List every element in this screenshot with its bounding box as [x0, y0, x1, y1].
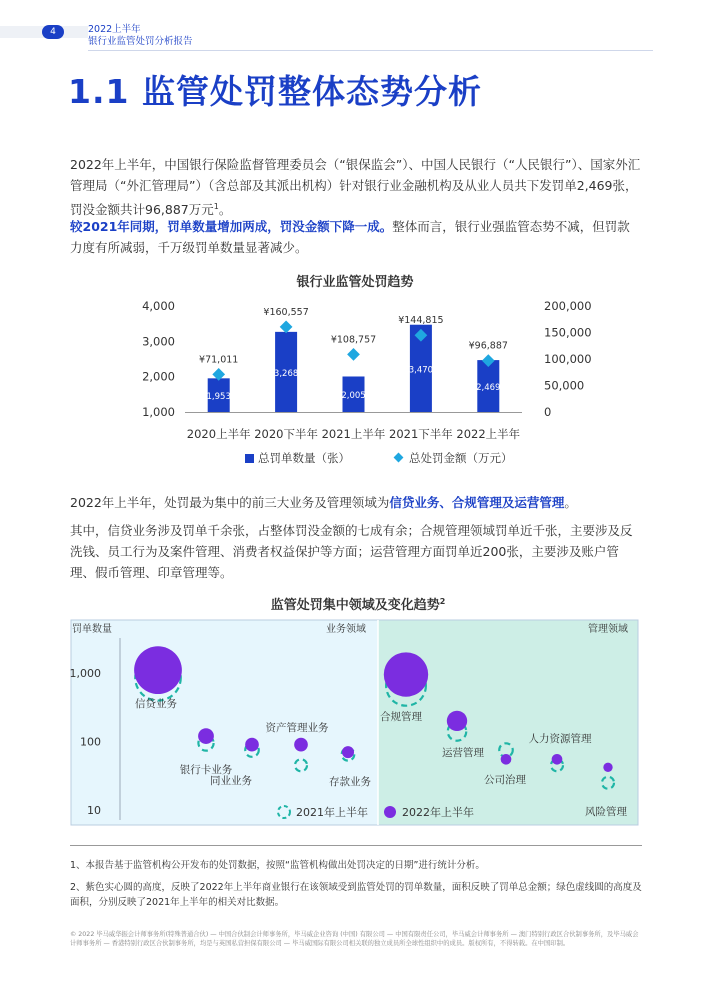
left-axis-tick: 3,000 [142, 334, 175, 349]
copyright-notice: © 2022 毕马威华振会计师事务所(特殊普通合伙) — 中国合伙制会计师事务所，毕马威企业咨询 (中国) 有限公司 — 中国有限责任公司，毕马威会计师事务所 — 澳门特别行政区合伙制事务所，及毕马威会计师事务所 — 香港特别行政区合伙制事务所，均是与英国私营担保有限公司 — 毕马威国际有限公司相关联的独立成员所全球性组织中的成员。版权所有，不得转载。在中国印制。 [70, 931, 639, 947]
penalty-areas-chart [68, 590, 643, 835]
footnote-ref-1: 1 [213, 202, 219, 211]
section-title: 1.1 监管处罚整体态势分析 [68, 72, 482, 111]
bubble-2022 [447, 711, 467, 731]
amount-label: ¥71,011 [199, 354, 239, 366]
running-header [88, 24, 193, 48]
right-axis-tick: 50,000 [544, 378, 585, 393]
bubble-2022 [342, 746, 354, 758]
category-label: 2021上半年 [321, 427, 386, 441]
amount-label: ¥144,815 [398, 315, 444, 327]
legend-bar-label: 总罚单数量（张） [258, 451, 350, 465]
header-report-title: 银行业监管处罚分析报告 [88, 36, 193, 47]
chart-title: 银行业监管处罚趋势 [296, 275, 414, 290]
right-axis-tick: 0 [544, 405, 552, 419]
bar-value-label: 1,953 [206, 392, 231, 403]
footnote-divider [70, 845, 642, 846]
bubble-category-label: 合规管理 [380, 711, 422, 723]
bubble-chart-title-text: 监管处罚集中领域及变化趋势 [270, 598, 440, 613]
paragraph-comparison-highlight: 较2021年同期，罚单数量增加两成，罚没金额下降一成。 [70, 219, 393, 234]
paragraph-overview-text: 2022年上半年，中国银行保险监督管理委员会（“银保监会”）、中国人民银行（“人民银行”）、国家外汇管理局（“外汇管理局”）（含总部及其派出机构）针对银行业金融机构及从业人员共下发罚单2,469张，罚没金额共计96,887万元 [70, 157, 641, 218]
legend-2021-label: 2021年上半年 [296, 806, 368, 819]
category-label: 2020上半年 [186, 427, 251, 441]
paragraph-top-areas-end: 。 [564, 495, 577, 510]
penalty-trend-chart [90, 268, 620, 473]
bubble-chart-title [271, 597, 446, 613]
y-axis-tick: 100 [80, 735, 101, 749]
bubble-category-label: 运营管理 [442, 747, 484, 759]
bubble-2022 [134, 646, 182, 694]
y-axis-tick: 10 [87, 804, 101, 817]
bubble-category-label: 信贷业务 [135, 698, 177, 710]
bubble-2022 [603, 763, 612, 772]
legend-bar-swatch [245, 454, 254, 463]
page-number: 4 [42, 25, 64, 39]
category-label: 2020下半年 [254, 427, 318, 441]
panel-label-business: 业务领域 [326, 624, 366, 635]
amount-marker [280, 321, 293, 334]
paragraph-detail: 其中，信贷业务涉及罚单千余张，占整体罚没金额的七成有余；合规管理领域罚单近千张，主要涉及反洗钱、员工行为及案件管理、消费者权益保护等方面；运营管理方面罚单近200张，主要涉及账户管理、假币管理、印章管理等。 [70, 523, 633, 580]
paragraph-overview-end: 。 [218, 202, 232, 218]
right-axis-tick: 200,000 [544, 299, 592, 313]
bubble-category-label: 银行卡业务 [179, 764, 233, 776]
paragraph-overview [70, 154, 642, 220]
paragraph-top-areas [70, 492, 642, 513]
bubble-2022 [245, 738, 259, 752]
legend-marker-swatch [394, 453, 404, 463]
bubble-category-label: 存款业务 [329, 776, 371, 788]
amount-label: ¥108,757 [330, 334, 377, 346]
bubble-2022 [198, 728, 214, 744]
left-axis-tick: 1,000 [142, 405, 175, 419]
footnote-1: 1、本报告基于监管机构公开发布的处罚数据，按照“监管机构做出处罚决定的日期”进行统计分析。 [70, 860, 485, 871]
left-axis-tick: 2,000 [142, 369, 175, 384]
y-axis-title: 罚单数量 [72, 624, 112, 635]
bubble-2022 [552, 754, 563, 765]
left-axis-tick: 4,000 [142, 299, 175, 313]
legend-2022-swatch [384, 806, 396, 818]
right-axis-tick: 100,000 [544, 352, 592, 366]
panel-business [71, 620, 378, 825]
bar-value-label: 2,005 [341, 391, 366, 402]
legend-2022-label: 2022年上半年 [402, 806, 474, 819]
amount-marker [347, 348, 360, 361]
header-divider [88, 50, 653, 51]
paragraph-comparison-text: 整体而言，银行业强监管态势不减，但罚款力度有所减弱，千万级罚单数量显著减少。 [70, 219, 630, 255]
bubble-category-label: 同业业务 [210, 775, 252, 787]
bubble-category-label: 人力资源管理 [528, 733, 592, 745]
y-axis-tick: 1,000 [69, 667, 101, 680]
header-year: 2022上半年 [88, 24, 141, 35]
bar-value-label: 2,469 [476, 383, 501, 394]
amount-label: ¥96,887 [468, 340, 508, 352]
paragraph-top-areas-text: 2022年上半年，处罚最为集中的前三大业务及管理领域为 [70, 495, 390, 510]
footnote-2: 2、紫色实心圆的高度，反映了2022年上半年商业银行在该领域受到监管处罚的罚单数量，面积反映了罚单总金额；绿色虚线圆的高度及面积，分别反映了2021年上半年的相关对比数据。 [70, 882, 642, 908]
bubble-category-label: 公司治理 [484, 774, 526, 786]
paragraph-top-areas-highlight: 信贷业务、合规管理及运营管理 [389, 495, 565, 510]
category-label: 2022上半年 [456, 427, 521, 441]
bubble-category-label: 风险管理 [585, 806, 627, 818]
bubble-category-label: 资产管理业务 [265, 722, 329, 734]
legend-marker-label: 总处罚金额（万元） [409, 451, 513, 465]
footnote-ref-2: 2 [439, 597, 446, 606]
bar-value-label: 3,470 [408, 365, 434, 376]
paragraph-comparison [70, 216, 642, 258]
amount-label: ¥160,557 [263, 306, 309, 318]
bar-value-label: 3,268 [273, 368, 299, 379]
bubble-2022 [294, 738, 308, 752]
bubble-2022 [384, 652, 428, 696]
right-axis-tick: 150,000 [544, 325, 592, 340]
category-label: 2021下半年 [389, 427, 453, 441]
bubble-2022 [501, 754, 512, 765]
panel-label-management: 管理领域 [588, 624, 628, 635]
